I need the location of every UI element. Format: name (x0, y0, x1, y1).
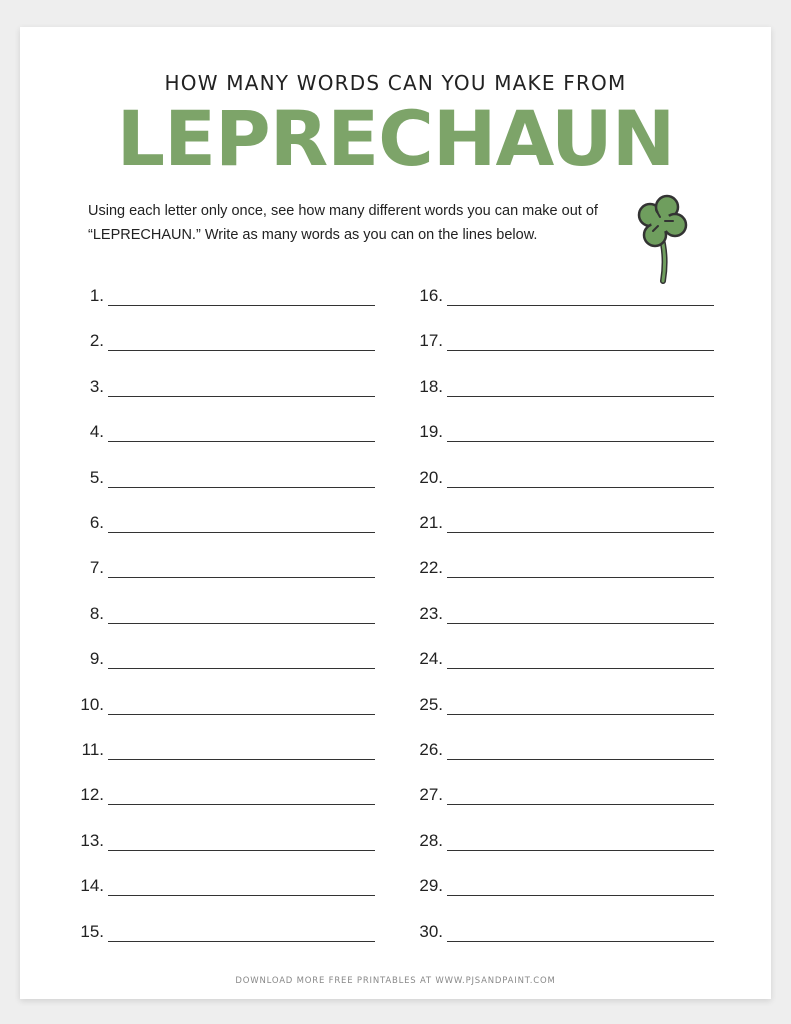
answer-row (20, 462, 380, 492)
answer-line[interactable] (447, 668, 714, 669)
answer-number: 19. (419, 422, 443, 442)
answer-line[interactable] (447, 441, 714, 442)
answer-number: 29. (419, 876, 443, 896)
answer-row (20, 325, 380, 355)
answer-row (20, 371, 380, 401)
answer-line[interactable] (108, 487, 375, 488)
answer-number: 12. (80, 785, 104, 805)
answer-row (359, 325, 719, 355)
answer-number: 18. (419, 376, 443, 396)
answer-row (359, 734, 719, 764)
answer-number: 13. (80, 830, 104, 850)
answer-line[interactable] (447, 623, 714, 624)
answer-row (359, 825, 719, 855)
answer-row (20, 689, 380, 719)
answer-number: 8. (89, 603, 104, 623)
answer-line[interactable] (108, 350, 375, 351)
answer-line[interactable] (447, 532, 714, 533)
answer-number: 4. (89, 422, 104, 442)
answer-row (20, 643, 380, 673)
answer-number: 26. (419, 740, 443, 759)
footer: DOWNLOAD MORE FREE PRINTABLES AT WWW.PJSANDPAINT.COM (235, 976, 556, 986)
answer-number: 10. (80, 694, 104, 714)
answer-number: 25. (419, 694, 443, 714)
answer-number: 28. (419, 830, 443, 850)
answer-number: 11. (81, 740, 104, 759)
answer-number: 24. (419, 649, 443, 669)
answer-line[interactable] (447, 305, 714, 306)
answer-number: 27. (419, 785, 443, 805)
answer-number: 6. (89, 513, 104, 532)
answer-line[interactable] (108, 668, 375, 669)
answer-row (20, 734, 380, 764)
four-leaf-clover-icon (623, 177, 693, 287)
answer-line[interactable] (108, 714, 375, 715)
answer-number: 21. (419, 513, 443, 532)
answer-row (359, 870, 719, 900)
answer-line[interactable] (108, 577, 375, 578)
instructions: Using each letter only once, see how many different words you can make out of “LEPRECHAUN.” Write as many words as you can on the lines below. (88, 203, 598, 243)
answer-number: 1. (89, 286, 104, 305)
answer-number: 17. (419, 331, 443, 351)
answer-row (359, 371, 719, 401)
answer-line[interactable] (447, 396, 714, 397)
answer-row (359, 416, 719, 446)
answer-row (359, 280, 719, 310)
answer-line[interactable] (108, 623, 375, 624)
answer-row (20, 280, 380, 310)
answer-line[interactable] (108, 804, 375, 805)
answer-row (359, 462, 719, 492)
answer-row (20, 870, 380, 900)
answer-line[interactable] (108, 759, 375, 760)
answer-line[interactable] (108, 850, 375, 851)
answer-line[interactable] (108, 941, 375, 942)
answer-line[interactable] (447, 895, 714, 896)
answer-line[interactable] (108, 532, 375, 533)
answer-line[interactable] (447, 487, 714, 488)
answer-number: 23. (419, 603, 443, 623)
answer-row (359, 598, 719, 628)
subtitle: HOW MANY WORDS CAN YOU MAKE FROM (164, 71, 627, 95)
answer-line[interactable] (447, 850, 714, 851)
page-title: LEPRECHAUN (116, 94, 675, 183)
answer-number: 2. (89, 331, 104, 351)
answer-row (359, 779, 719, 809)
answer-row (359, 552, 719, 582)
answer-row (359, 507, 719, 537)
answer-line[interactable] (108, 396, 375, 397)
answer-row (20, 779, 380, 809)
answer-row (359, 643, 719, 673)
answer-number: 30. (419, 921, 443, 941)
answer-line[interactable] (447, 577, 714, 578)
answer-number: 5. (89, 467, 104, 487)
answer-row (20, 507, 380, 537)
answer-number: 7. (89, 558, 104, 578)
answer-row (359, 916, 719, 946)
answer-number: 9. (89, 649, 104, 669)
worksheet-page (20, 27, 771, 999)
answer-row (20, 916, 380, 946)
answer-line[interactable] (108, 441, 375, 442)
answer-line[interactable] (447, 350, 714, 351)
answer-line[interactable] (447, 941, 714, 942)
answer-number: 16. (419, 286, 443, 305)
answer-row (20, 416, 380, 446)
answer-row (359, 689, 719, 719)
answer-number: 15. (80, 921, 104, 941)
answer-line[interactable] (447, 759, 714, 760)
answer-line[interactable] (447, 714, 714, 715)
answer-number: 14. (80, 876, 104, 896)
answer-line[interactable] (447, 804, 714, 805)
answer-row (20, 825, 380, 855)
answer-line[interactable] (108, 305, 375, 306)
answer-number: 3. (89, 376, 104, 396)
answer-number: 20. (419, 467, 443, 487)
answer-row (20, 552, 380, 582)
answer-line[interactable] (108, 895, 375, 896)
answer-number: 22. (419, 558, 443, 578)
answer-row (20, 598, 380, 628)
